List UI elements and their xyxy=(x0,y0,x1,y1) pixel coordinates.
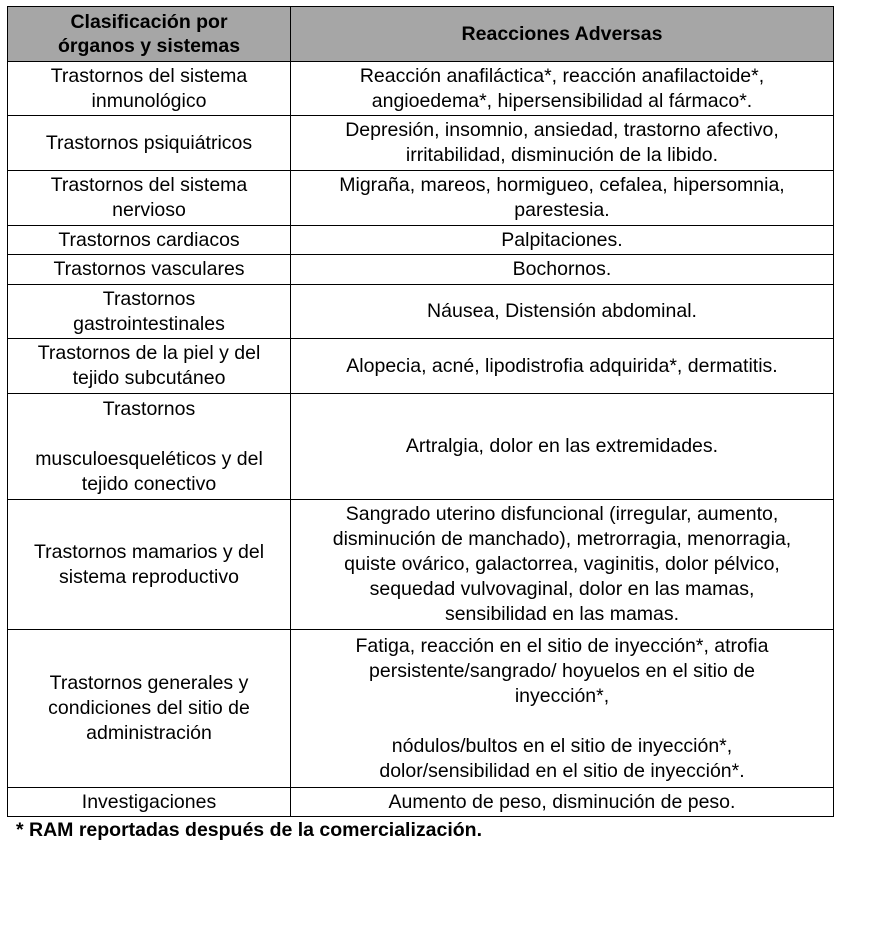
adverse-reactions-table xyxy=(7,6,834,817)
organ-class-cell: Trastornos musculoesqueléticos y del tejido conectivo xyxy=(8,394,291,500)
organ-class-cell: Trastornos vasculares xyxy=(8,255,291,285)
organ-class-cell: Trastornos psiquiátricos xyxy=(8,116,291,171)
table-row xyxy=(8,285,834,339)
organ-class-cell: Trastornos gastrointestinales xyxy=(8,285,291,339)
reactions-cell: Artralgia, dolor en las extremidades. xyxy=(291,394,834,500)
table-row xyxy=(8,630,834,788)
header-organ-class: Clasificación por órganos y sistemas xyxy=(8,7,291,62)
reactions-cell: Náusea, Distensión abdominal. xyxy=(291,285,834,339)
organ-class-cell: Trastornos cardiacos xyxy=(8,226,291,255)
table-row xyxy=(8,500,834,630)
adverse-reactions-table-container xyxy=(7,6,833,817)
organ-class-cell: Trastornos del sistema inmunológico xyxy=(8,62,291,116)
reactions-cell: Sangrado uterino disfuncional (irregular, aumento, disminución de manchado), metrorragia, menorragia, quiste ovárico, galactorrea, vaginitis, dolor pélvico, sequedad vulvovaginal, dolor en las mamas, sensibilidad en las mamas. xyxy=(291,500,834,630)
organ-class-cell: Trastornos del sistema nervioso xyxy=(8,171,291,226)
reactions-cell: Alopecia, acné, lipodistrofia adquirida*, dermatitis. xyxy=(291,339,834,394)
table-row xyxy=(8,171,834,226)
table-row xyxy=(8,226,834,255)
reactions-cell: Aumento de peso, disminución de peso. xyxy=(291,788,834,817)
header-adverse-reactions: Reacciones Adversas xyxy=(291,7,834,62)
reactions-cell: Depresión, insomnio, ansiedad, trastorno afectivo, irritabilidad, disminución de la libido. xyxy=(291,116,834,171)
reactions-cell: Fatiga, reacción en el sitio de inyección*, atrofia persistente/sangrado/ hoyuelos en el sitio de inyección*, nódulos/bultos en el sitio de inyección*, dolor/sensibilidad en el sitio de inyección*. xyxy=(291,630,834,788)
table-header-row xyxy=(8,7,834,62)
organ-class-cell: Trastornos generales y condiciones del sitio de administración xyxy=(8,630,291,788)
reactions-cell: Migraña, mareos, hormigueo, cefalea, hipersomnia, parestesia. xyxy=(291,171,834,226)
reactions-cell: Bochornos. xyxy=(291,255,834,285)
table-row xyxy=(8,255,834,285)
organ-class-cell: Investigaciones xyxy=(8,788,291,817)
table-row xyxy=(8,788,834,817)
footnote: * RAM reportadas después de la comercialización. xyxy=(16,819,482,841)
organ-class-cell: Trastornos mamarios y del sistema reproductivo xyxy=(8,500,291,630)
table-row xyxy=(8,116,834,171)
table-row xyxy=(8,339,834,394)
table-row xyxy=(8,394,834,500)
table-row xyxy=(8,62,834,116)
reactions-cell: Palpitaciones. xyxy=(291,226,834,255)
reactions-cell: Reacción anafiláctica*, reacción anafilactoide*, angioedema*, hipersensibilidad al fármaco*. xyxy=(291,62,834,116)
organ-class-cell: Trastornos de la piel y del tejido subcutáneo xyxy=(8,339,291,394)
